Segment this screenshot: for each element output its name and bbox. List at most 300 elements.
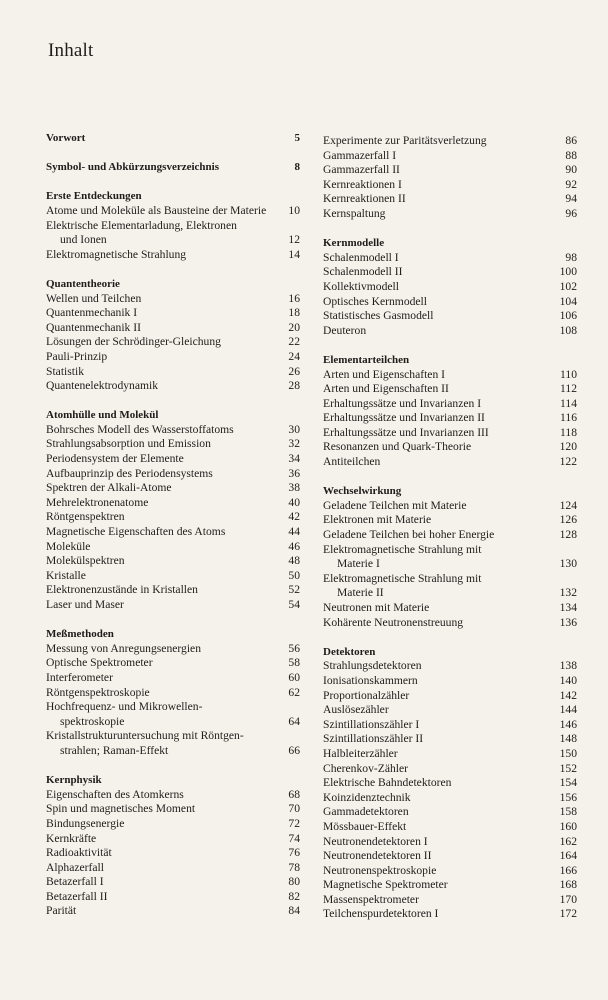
section-gap: [46, 759, 300, 774]
entry-title-line: Parität: [46, 904, 77, 918]
entry-page-number: 154: [559, 776, 577, 790]
entry-title: [46, 510, 274, 525]
entry-title-line: Deuteron: [323, 323, 367, 337]
toc-entry[interactable]: [323, 849, 577, 864]
toc-entry[interactable]: [323, 134, 577, 149]
entry-title: [46, 817, 274, 832]
entry-page-number: 50: [288, 568, 300, 582]
entry-page-number: 18: [288, 306, 300, 320]
entry-title-line: Strahlungsdetektoren: [323, 659, 422, 673]
entry-title-line: Betazerfall II: [46, 889, 108, 903]
section-heading-text: Atomhülle und Molekül: [46, 409, 159, 422]
entry-title-line: Atome und Moleküle als Bausteine der Materie: [46, 203, 267, 217]
entry-page-number: 72: [288, 816, 300, 830]
entry-page-number: 128: [559, 528, 577, 542]
entry-page-number: 52: [288, 583, 300, 597]
toc-entry[interactable]: [46, 452, 300, 467]
entry-page-number: 110: [560, 367, 577, 381]
entry-title-line: Magnetische Eigenschaften des Atoms: [46, 525, 226, 539]
entry-page-number: 26: [288, 364, 300, 378]
entry-page-number: 14: [288, 247, 300, 261]
entry-page-number: 82: [288, 889, 300, 903]
toc-entry[interactable]: [46, 554, 300, 569]
toc-entry[interactable]: [323, 893, 577, 908]
entry-page-number: 114: [560, 396, 577, 410]
toc-entry[interactable]: [323, 455, 577, 470]
entry-page-number: 80: [288, 875, 300, 889]
toc-entry[interactable]: [46, 437, 300, 452]
toc-entry[interactable]: [323, 280, 577, 295]
entry-title-line: Kernspaltung: [323, 206, 386, 220]
entry-title: [323, 440, 551, 455]
toc-entry[interactable]: [323, 674, 577, 689]
section-heading-text: Kernmodelle: [323, 237, 385, 250]
entry-title: [323, 878, 551, 893]
entry-title: [323, 835, 551, 850]
entry-title-line: Erhaltungssätze und Invarianzen II: [323, 411, 485, 425]
toc-entry[interactable]: [323, 791, 577, 806]
entry-page-number: 156: [559, 790, 577, 804]
toc-entry[interactable]: [46, 219, 300, 248]
section-heading-text: Vorwort: [46, 132, 86, 144]
entry-title: [46, 802, 274, 817]
entry-page-number: 94: [565, 192, 577, 206]
toc-entry[interactable]: [323, 426, 577, 441]
toc-entry[interactable]: [323, 149, 577, 164]
entry-title-line: Kernreaktionen I: [323, 177, 402, 191]
entry-title-line: Moleküle: [46, 539, 91, 553]
section-heading[interactable]: [46, 189, 300, 204]
entry-page-number: 106: [559, 309, 577, 323]
entry-page-number: 78: [288, 860, 300, 874]
toc-entry[interactable]: [46, 904, 300, 919]
toc-entry[interactable]: [323, 499, 577, 514]
toc-entry[interactable]: [323, 265, 577, 280]
entry-title: [323, 703, 551, 718]
toc-entry[interactable]: [323, 251, 577, 266]
toc-entry[interactable]: [46, 379, 300, 394]
toc-entry[interactable]: [323, 659, 577, 674]
entry-page-number: 168: [559, 878, 577, 892]
entry-title-line: Elektrische Bahndetektoren: [323, 776, 452, 790]
section-heading[interactable]: [46, 773, 300, 788]
section-gap: [46, 394, 300, 409]
toc-entry[interactable]: [323, 207, 577, 222]
toc-entry[interactable]: [323, 776, 577, 791]
toc-entry[interactable]: [323, 382, 577, 397]
entry-page-number: 62: [288, 685, 300, 699]
section-heading-text: Meßmethoden: [46, 628, 114, 641]
entry-title-line: Neutronendetektoren I: [323, 834, 428, 848]
section-heading[interactable]: [323, 353, 577, 368]
toc-entry[interactable]: [323, 732, 577, 747]
entry-title: [46, 656, 274, 671]
toc-entry[interactable]: [323, 703, 577, 718]
entry-page-number: 124: [559, 498, 577, 512]
toc-entry[interactable]: [323, 616, 577, 631]
toc-section: [46, 627, 300, 758]
entry-title: [46, 496, 274, 511]
entry-page-number: 108: [559, 323, 577, 337]
toc-entry[interactable]: [46, 788, 300, 803]
entry-title: [46, 729, 274, 758]
entry-page-number: 144: [559, 703, 577, 717]
toc-entry[interactable]: [323, 820, 577, 835]
toc-entry[interactable]: [323, 543, 577, 572]
entry-title-line: Elektrische Elementarladung, Elektronen: [46, 218, 237, 232]
entry-title-line: Szintillationszähler II: [323, 732, 424, 746]
toc-entry[interactable]: [46, 583, 300, 598]
entry-page-number: 56: [288, 641, 300, 655]
entry-title-line: Hochfrequenz- und Mikrowellen-: [46, 700, 203, 714]
toc-entry[interactable]: [46, 248, 300, 263]
entry-page-number: 142: [559, 688, 577, 702]
toc-entry[interactable]: [46, 365, 300, 380]
entry-title: [323, 805, 551, 820]
entry-title-line: Laser und Maser: [46, 598, 124, 611]
entry-title-line: Neutronendetektoren II: [323, 849, 432, 863]
toc-entry[interactable]: [46, 890, 300, 905]
entry-page-number: 122: [559, 455, 577, 469]
toc-entry[interactable]: [46, 671, 300, 686]
entry-title-line: Pauli-Prinzip: [46, 349, 108, 363]
entry-title: [46, 642, 274, 657]
entry-page-number: 164: [559, 849, 577, 863]
entry-title-line: Quantenmechanik II: [46, 320, 141, 334]
entry-title-line: Strahlungsabsorption und Emission: [46, 437, 211, 451]
entry-page-number: 36: [288, 466, 300, 480]
toc-entry[interactable]: [323, 762, 577, 777]
toc-entry[interactable]: [323, 440, 577, 455]
entry-page-number: 148: [559, 732, 577, 746]
section-gap: [323, 630, 577, 645]
entry-page-number: 66: [288, 743, 300, 757]
entry-title: [323, 820, 551, 835]
entry-title-line: Schalenmodell I: [323, 250, 399, 264]
entry-page-number: 68: [288, 787, 300, 801]
toc-entry[interactable]: [46, 481, 300, 496]
toc-entry[interactable]: [46, 802, 300, 817]
entry-title-line: Messung von Anregungsenergien: [46, 641, 201, 655]
toc-entry[interactable]: [46, 729, 300, 758]
toc-entry[interactable]: [46, 306, 300, 321]
toc-entry[interactable]: [46, 861, 300, 876]
toc-entry[interactable]: [323, 528, 577, 543]
entry-title: [323, 324, 551, 339]
toc-entry[interactable]: [323, 368, 577, 383]
entry-page-number: 70: [288, 802, 300, 816]
entry-title-line: Röntgenspektroskopie: [46, 685, 150, 699]
entry-title: [46, 875, 274, 890]
entry-title: [46, 452, 274, 467]
entry-page-number: 170: [559, 892, 577, 906]
toc-entry[interactable]: [323, 835, 577, 850]
entry-page-number: 102: [559, 279, 577, 293]
toc-section: [46, 160, 300, 175]
toc-entry[interactable]: [46, 598, 300, 613]
entry-title-continuation: spektroskopie: [60, 714, 125, 728]
section-heading[interactable]: [46, 627, 300, 642]
entry-title-line: Gammazerfall II: [323, 163, 400, 177]
entry-title: [323, 368, 551, 383]
entry-title: [323, 864, 551, 879]
entry-title: [46, 861, 274, 876]
entry-page-number: 104: [559, 294, 577, 308]
entry-page-number: 162: [559, 834, 577, 848]
entry-title-line: Elektronen mit Materie: [323, 513, 432, 527]
entry-page-number: 100: [559, 265, 577, 279]
section-gap: [323, 338, 577, 353]
entry-title: [323, 309, 551, 324]
section-heading[interactable]: [323, 645, 577, 660]
toc-entry[interactable]: [323, 163, 577, 178]
entry-title-continuation: Materie II: [337, 586, 384, 600]
entry-title-line: Radioaktivität: [46, 846, 112, 860]
entry-title-line: Aufbauprinzip des Periodensystems: [46, 466, 213, 480]
entry-title: [323, 426, 551, 441]
entry-page-number: 48: [288, 554, 300, 568]
entry-title-line: Proportionalzähler: [323, 688, 410, 702]
entry-title-line: Mössbauer-Effekt: [323, 819, 407, 833]
entry-title: [323, 893, 551, 908]
entry-page-number: 90: [565, 163, 577, 177]
toc-entry[interactable]: [323, 309, 577, 324]
entry-title-line: Antiteilchen: [323, 455, 381, 469]
toc-entry[interactable]: [323, 907, 577, 922]
entry-title-line: Magnetische Spektrometer: [323, 878, 448, 892]
entry-title-line: Kollektivmodell: [323, 279, 399, 293]
entry-title-line: Eigenschaften des Atomkerns: [46, 787, 184, 801]
entry-page-number: 74: [288, 831, 300, 845]
entry-title-line: Statistisches Gasmodell: [323, 309, 434, 323]
toc-section: [323, 353, 577, 470]
entry-title: [323, 513, 551, 528]
section-heading[interactable]: [46, 277, 300, 292]
section-heading[interactable]: [323, 236, 577, 251]
entry-title: [46, 379, 274, 394]
toc-section: [46, 277, 300, 394]
entry-title-continuation: und Ionen: [60, 233, 107, 247]
entry-title: [46, 671, 274, 686]
entry-title-line: Gammazerfall I: [323, 148, 397, 162]
entry-page-number: 158: [559, 805, 577, 819]
toc-section: [46, 408, 300, 612]
toc-entry[interactable]: [323, 878, 577, 893]
entry-page-number: 150: [559, 746, 577, 760]
toc-entry[interactable]: [46, 875, 300, 890]
entry-page-number: 138: [559, 659, 577, 673]
entry-title: [323, 762, 551, 777]
entry-page-number: 96: [565, 206, 577, 220]
entry-title: [323, 776, 551, 791]
entry-title: [46, 554, 274, 569]
entry-page-number: 160: [559, 819, 577, 833]
toc-entry[interactable]: [46, 467, 300, 482]
entry-title: [323, 397, 551, 412]
entry-title-line: Statistik: [46, 364, 85, 378]
toc-entry[interactable]: [46, 496, 300, 511]
toc-entry[interactable]: [46, 510, 300, 525]
toc-entry[interactable]: [323, 192, 577, 207]
entry-title-continuation: Materie I: [337, 557, 380, 571]
entry-page-number: 32: [288, 437, 300, 451]
entry-title-line: Bohrsches Modell des Wasserstoffatoms: [46, 422, 234, 436]
toc-entry[interactable]: [46, 335, 300, 350]
toc-entry[interactable]: [46, 350, 300, 365]
toc-entry[interactable]: [46, 700, 300, 729]
entry-title: [46, 583, 274, 598]
toc-entry[interactable]: [46, 642, 300, 657]
entry-title: [323, 382, 551, 397]
entry-title: [46, 686, 274, 701]
entry-title: [46, 700, 274, 729]
entry-title-line: Ionisationskammern: [323, 673, 418, 687]
entry-page-number: 54: [288, 598, 300, 611]
toc-entry[interactable]: [323, 805, 577, 820]
entry-title: [323, 659, 551, 674]
toc-column-left: [46, 131, 300, 919]
entry-title: [323, 718, 551, 733]
entry-page-number: 38: [288, 481, 300, 495]
entry-page-number: 120: [559, 440, 577, 454]
entry-title: [323, 455, 551, 470]
entry-title: [46, 219, 274, 248]
entry-title-line: Mehrelektronenatome: [46, 495, 149, 509]
entry-page-number: 130: [559, 557, 577, 571]
entry-page-number: 146: [559, 717, 577, 731]
entry-title: [46, 598, 274, 613]
toc-entry[interactable]: [323, 513, 577, 528]
entry-title: [46, 467, 274, 482]
entry-page-number: 24: [288, 349, 300, 363]
entry-page-number: 22: [288, 335, 300, 349]
entry-page-number: 172: [559, 907, 577, 921]
entry-title-line: Optisches Kernmodell: [323, 294, 427, 308]
entry-page-number: 10: [288, 203, 300, 217]
section-gap: [46, 613, 300, 628]
entry-title-line: Elektromagnetische Strahlung: [46, 247, 187, 261]
toc-entry[interactable]: [323, 411, 577, 426]
entry-title-line: Spin und magnetisches Moment: [46, 802, 196, 816]
entry-title: [46, 846, 274, 861]
entry-title-line: Wellen und Teilchen: [46, 291, 142, 305]
toc-entry[interactable]: [46, 423, 300, 438]
toc-entry[interactable]: [46, 686, 300, 701]
toc-entry[interactable]: [323, 178, 577, 193]
section-heading[interactable]: [46, 131, 300, 146]
toc-section: [46, 131, 300, 146]
entry-title-line: Kristallstrukturuntersuchung mit Röntgen-: [46, 729, 244, 743]
entry-title: [323, 251, 551, 266]
toc-entry[interactable]: [323, 718, 577, 733]
toc-entry[interactable]: [46, 832, 300, 847]
section-heading-text: Quantentheorie: [46, 277, 120, 290]
entry-title-line: Kohärente Neutronenstreuung: [323, 615, 464, 629]
section-gap: [46, 146, 300, 161]
entry-page-number: 40: [288, 495, 300, 509]
entry-title-line: Massenspektrometer: [323, 892, 419, 906]
entry-page-number: 126: [559, 513, 577, 527]
entry-title: [323, 528, 551, 543]
entry-title-line: Koinzidenztechnik: [323, 790, 411, 804]
entry-page-number: 132: [559, 586, 577, 600]
toc-entry[interactable]: [323, 324, 577, 339]
entry-title-line: Molekülspektren: [46, 554, 125, 568]
toc-entry[interactable]: [46, 204, 300, 219]
entry-title-line: Arten und Eigenschaften I: [323, 367, 446, 381]
entry-page-number: 34: [288, 452, 300, 466]
toc-entry[interactable]: [323, 747, 577, 762]
toc-section: [323, 236, 577, 338]
entry-page-number: 134: [559, 601, 577, 614]
toc-entry[interactable]: [323, 689, 577, 704]
entry-page-number: 136: [559, 615, 577, 629]
section-heading-text: Erste Entdeckungen: [46, 190, 142, 203]
toc-entry[interactable]: [46, 525, 300, 540]
entry-title: [46, 321, 274, 336]
entry-title-line: Teilchenspurdetektoren I: [323, 907, 439, 921]
entry-title-line: Bindungsenergie: [46, 816, 125, 830]
entry-title: [46, 292, 274, 307]
entry-page-number: 12: [288, 233, 300, 247]
toc-entry[interactable]: [46, 569, 300, 584]
entry-title: [323, 178, 551, 193]
section-heading[interactable]: [46, 160, 300, 175]
entry-title-line: Elektromagnetische Strahlung mit: [323, 542, 482, 556]
toc-entry[interactable]: [323, 295, 577, 310]
entry-title: [323, 601, 551, 616]
entry-title-line: Quantenelektrodynamik: [46, 379, 159, 393]
toc-entry[interactable]: [323, 864, 577, 879]
section-heading-text: Symbol- und Abkürzungsverzeichnis: [46, 161, 219, 174]
toc-entry[interactable]: [46, 656, 300, 671]
entry-title: [323, 207, 551, 222]
entry-title-line: Erhaltungssätze und Invarianzen I: [323, 396, 482, 410]
toc-section: [323, 134, 577, 222]
toc-entry[interactable]: [46, 321, 300, 336]
entry-title: [323, 192, 551, 207]
entry-title-line: Neutronen mit Materie: [323, 601, 430, 614]
entry-title-line: Gammadetektoren: [323, 805, 409, 819]
entry-title-line: Quantenmechanik I: [46, 306, 138, 320]
entry-title-line: Resonanzen und Quark-Theorie: [323, 440, 472, 454]
entry-title: [46, 437, 274, 452]
section-heading-text: Detektoren: [323, 645, 376, 658]
entry-title: [323, 295, 551, 310]
toc-entry[interactable]: [46, 846, 300, 861]
entry-title: [323, 163, 551, 178]
entry-title-line: Schalenmodell II: [323, 265, 403, 279]
entry-title: [46, 904, 274, 919]
entry-title: [323, 265, 551, 280]
entry-page-number: 58: [288, 656, 300, 670]
entry-title-line: Elektromagnetische Strahlung mit: [323, 571, 482, 585]
toc-entry[interactable]: [323, 397, 577, 412]
entry-title-continuation: strahlen; Raman-Effekt: [60, 743, 169, 757]
toc-entry[interactable]: [323, 601, 577, 616]
toc-entry[interactable]: [46, 292, 300, 307]
section-heading[interactable]: [46, 408, 300, 423]
entry-title: [46, 248, 274, 263]
entry-title: [46, 306, 274, 321]
toc-entry[interactable]: [46, 540, 300, 555]
entry-title: [323, 543, 551, 572]
entry-title-line: Lösungen der Schrödinger-Gleichung: [46, 335, 221, 349]
toc-entry[interactable]: [46, 817, 300, 832]
entry-title-line: Elektronenzustände in Kristallen: [46, 583, 198, 597]
section-heading[interactable]: [323, 484, 577, 499]
toc-entry[interactable]: [323, 572, 577, 601]
